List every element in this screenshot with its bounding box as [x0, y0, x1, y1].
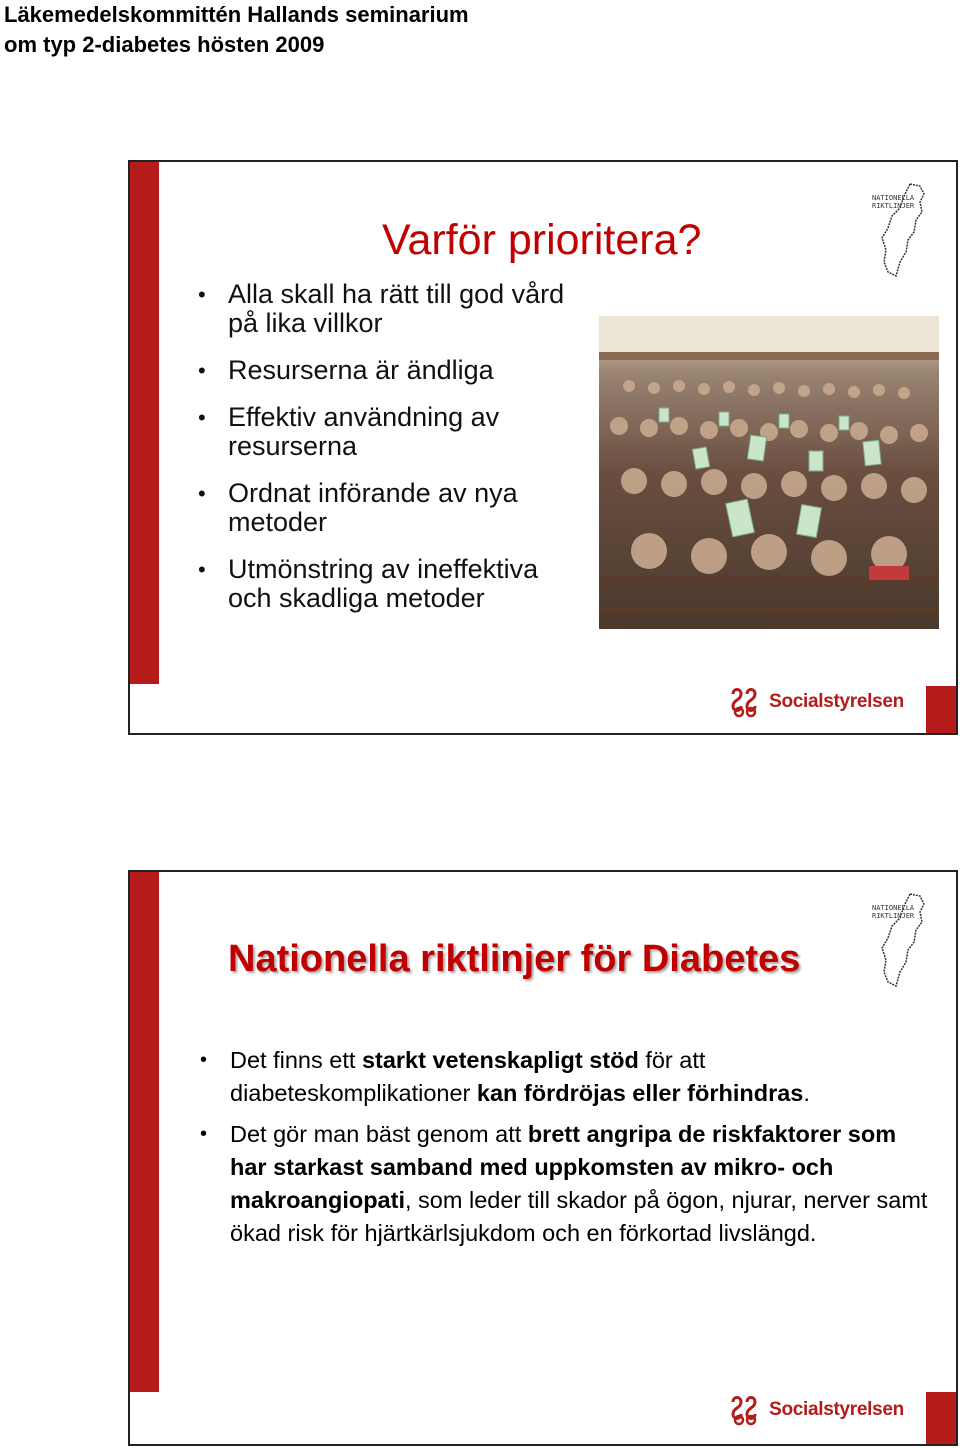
list-item: • Det gör man bäst genom att brett angripa de riskfaktorer som har starkast samband med uppkomsten av mikro- och makroangiopati, som leder till skador på ögon, njurar, nerver samt ökad risk för hjärtkärlsjukdom och en förkortad livslängd.: [200, 1118, 930, 1250]
slide-1-title: Varför prioritera?: [382, 216, 702, 264]
slide-1-bullet-list: [198, 280, 578, 631]
nationella-riktlinjer-map-logo: [870, 890, 930, 990]
slide-1: [128, 160, 958, 735]
socialstyrelsen-logo: [727, 686, 904, 718]
socialstyrelsen-emblem-icon: [727, 686, 765, 718]
list-item: • Effektiv användning av resurserna: [198, 402, 500, 461]
bullet-icon: •: [200, 1049, 208, 1071]
list-item: • Utmönstring av ineffektiva och skadliga metoder: [198, 554, 539, 613]
bullet-icon: •: [198, 282, 206, 307]
map-logo-text-1: NATIONELLA: [872, 194, 915, 202]
document-header: [4, 0, 469, 60]
slide-2-bullet-list: [200, 1044, 930, 1258]
list-item: • Det finns ett starkt vetenskapligt stöd för att diabeteskomplikationer kan fördröjas eller förhindras.: [200, 1044, 930, 1110]
bullet-icon: •: [198, 358, 206, 383]
bullet-icon: •: [198, 557, 206, 582]
list-item: • Alla skall ha rätt till god vård på lika villkor: [198, 279, 565, 338]
slide-accent-bar-right: [926, 686, 956, 733]
bullet-icon: •: [198, 405, 206, 430]
socialstyrelsen-logo: [727, 1394, 904, 1426]
map-logo-text-2: RIKTLINJER: [872, 202, 915, 210]
slide-accent-bar-right: [926, 1392, 956, 1444]
header-line-2: om typ 2-diabetes hösten 2009: [4, 32, 325, 57]
header-line-1: Läkemedelskommittén Hallands seminarium: [4, 2, 469, 27]
audience-voting-photo: [599, 316, 939, 629]
socialstyrelsen-emblem-icon: [727, 1394, 765, 1426]
list-item: • Ordnat införande av nya metoder: [198, 478, 518, 537]
map-logo-text-2: RIKTLINJER: [872, 912, 915, 920]
list-item: • Resurserna är ändliga: [198, 355, 494, 385]
map-logo-text-1: NATIONELLA: [872, 904, 915, 912]
slide-accent-bar-left: [130, 162, 159, 684]
bullet-icon: •: [198, 481, 206, 506]
socialstyrelsen-wordmark: Socialstyrelsen: [769, 1399, 904, 1420]
slide-accent-bar-left: [130, 872, 159, 1392]
slide-2-title: Nationella riktlinjer för Diabetes: [228, 938, 801, 980]
socialstyrelsen-wordmark: Socialstyrelsen: [769, 691, 904, 712]
bullet-icon: •: [200, 1123, 208, 1145]
nationella-riktlinjer-map-logo: [870, 180, 930, 280]
slide-2: [128, 870, 958, 1446]
